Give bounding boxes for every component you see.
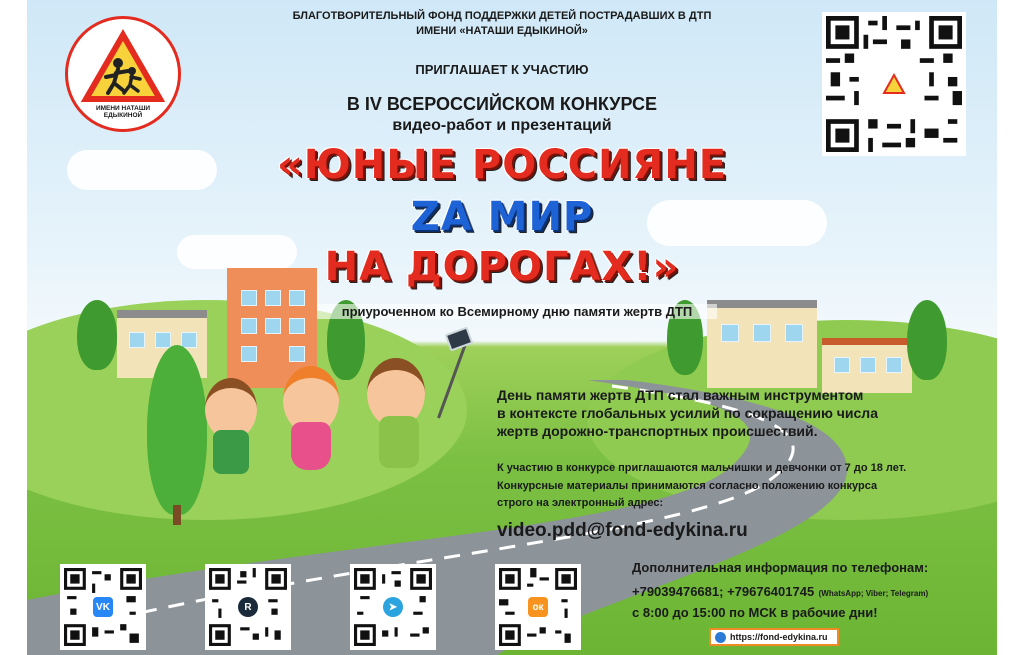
dedication-text: приуроченном ко Всемирному дню памяти жертв ДТП — [317, 304, 717, 319]
qr-code-vk[interactable] — [60, 564, 146, 650]
statement-line1: День памяти жертв ДТП стал важным инструментом — [497, 387, 864, 403]
kid-girl2-body — [379, 416, 419, 468]
contest-line1: В IV ВСЕРОССИЙСКОМ КОНКУРСЕ — [346, 94, 658, 114]
building-small-right — [822, 338, 912, 393]
messenger-list: (WhatsApp; Viber; Telegram) — [818, 589, 929, 598]
invite-heading: ПРИГЛАШАЕТ К УЧАСТИЮ — [415, 62, 589, 77]
tree — [907, 300, 947, 380]
qr-code-rutube[interactable] — [205, 564, 291, 650]
statement-line2: в контексте глобальных усилий по сокращению числа — [497, 405, 878, 421]
main-qr-code[interactable] — [822, 12, 966, 156]
invite-line3: строго на электронный адрес: — [497, 497, 664, 509]
org-name-line1: БЛАГОТВОРИТЕЛЬНЫЙ ФОНД ПОДДЕРЖКИ ДЕТЕЙ ПОСТРАДАВШИХ В ДТП — [292, 10, 712, 22]
telegram-icon: ➤ — [383, 597, 403, 617]
kid-boy-body — [213, 430, 249, 474]
tree — [147, 345, 207, 515]
org-name-line2: ИМЕНИ «НАТАШИ ЕДЫКИНОЙ» — [416, 25, 588, 37]
title-line2: ZA МИР — [410, 194, 594, 240]
invite-line1: К участию в конкурсе приглашаются мальчишки и девчонки от 7 до 18 лет. — [497, 462, 907, 474]
building-beige-right — [707, 300, 817, 388]
logo-caption: ИМЕНИ НАТАШИ ЕДЫКИНОЙ — [95, 105, 151, 119]
globe-icon — [715, 632, 726, 643]
website-url: https://fond-edykina.ru — [730, 632, 828, 642]
title-line1: «ЮНЫЕ РОССИЯНЕ — [276, 142, 728, 188]
tree-trunk — [173, 505, 181, 525]
qr-logo-triangle-icon — [880, 70, 908, 98]
invite-line2: Конкурсные материалы принимаются согласно положению конкурса — [497, 480, 878, 492]
poster — [27, 0, 997, 655]
working-hours: с 8:00 до 15:00 по МСК в рабочие дни! — [632, 605, 878, 620]
contest-line2: видео-работ и презентаций — [392, 117, 612, 134]
phones-line — [632, 583, 992, 601]
tree — [77, 300, 117, 370]
title-line3: НА ДОРОГАХ!» — [324, 244, 680, 290]
foundation-logo — [65, 16, 181, 132]
vk-icon: VK — [93, 597, 113, 617]
odnoklassniki-icon: ок — [528, 597, 548, 617]
kid-girl1-body — [291, 422, 331, 470]
qr-code-telegram[interactable] — [350, 564, 436, 650]
statement-line3: жертв дорожно-транспортных происшествий. — [497, 423, 818, 439]
website-box[interactable] — [709, 628, 839, 646]
qr-code-odnoklassniki[interactable] — [495, 564, 581, 650]
contacts-heading: Дополнительная информация по телефонам: — [632, 560, 929, 575]
email-address[interactable]: video.pdd@fond-edykina.ru — [497, 520, 748, 541]
phone-numbers[interactable]: +79039476681; +79676401745 — [632, 584, 815, 599]
rutube-icon: R — [238, 597, 258, 617]
